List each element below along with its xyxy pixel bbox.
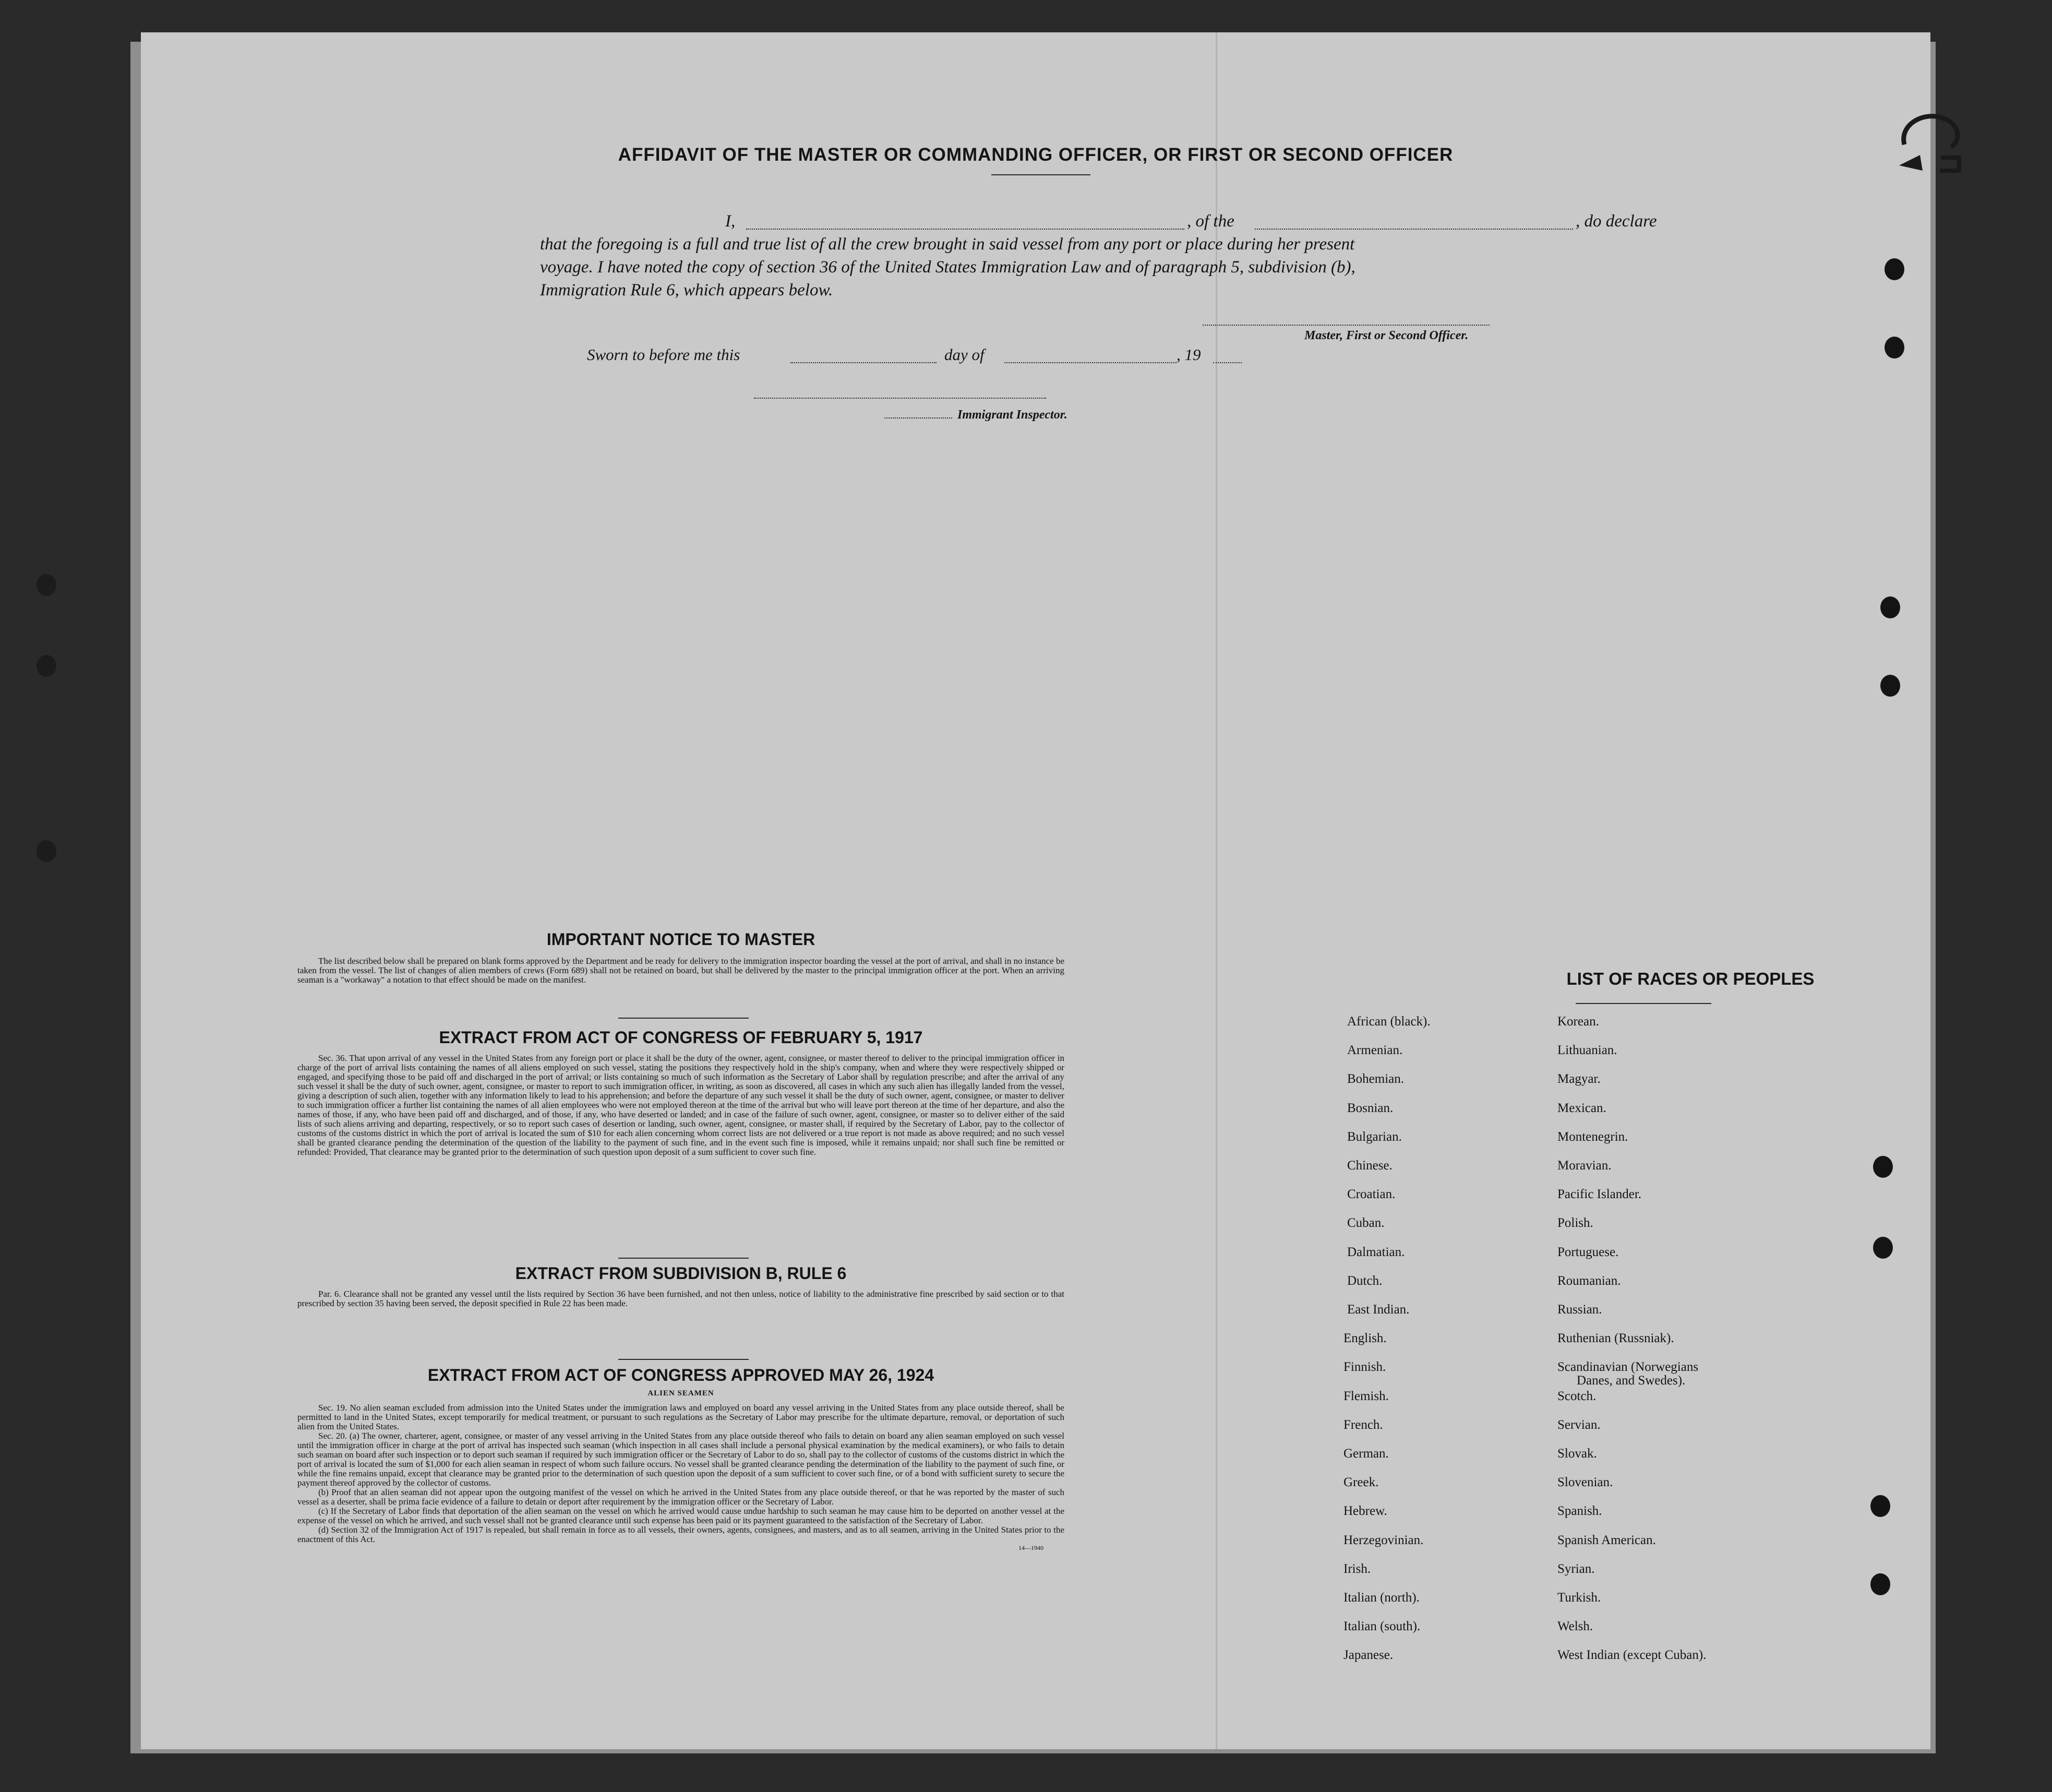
race-item: Herzegovinian. xyxy=(1343,1533,1424,1547)
race-item: Hebrew. xyxy=(1343,1504,1387,1519)
sec-20c: (c) If the Secretary of Labor finds that deportation of the alien seaman on the vessel on which he arrived would cause undue hardship to such seaman he may cause him to be deported on another vessel at the expense of the vessel on which he arrived, and such vessel shall not be granted clearance until such expense has been paid or its payment guaranteed to the satisfaction of the Secretary of Labor. xyxy=(297,1506,1064,1525)
race-item: Montenegrin. xyxy=(1557,1129,1628,1144)
affidavit-title: AFFIDAVIT OF THE MASTER OR COMMANDING OFFICER, OR FIRST OR SECOND OFFICER xyxy=(618,145,1454,165)
race-item: West Indian (except Cuban). xyxy=(1557,1648,1707,1663)
sec-20d: (d) Section 32 of the Immigration Act of 1917 is repealed, but shall remain in force as to all vessels, their owners, agents, consignees, and masters, and as to all seamen, arriving in the United States prior to the enactment of this Act. xyxy=(297,1525,1064,1544)
declaration-line: that the foregoing is a full and true list of all the crew brought in said vessel from any port or place during her present xyxy=(540,235,1355,254)
race-item: Bulgarian. xyxy=(1347,1129,1402,1144)
race-item: East Indian. xyxy=(1347,1303,1410,1317)
extract-1917-title: EXTRACT FROM ACT OF CONGRESS OF FEBRUARY 5, 1917 xyxy=(439,1028,923,1047)
race-item: Japanese. xyxy=(1343,1648,1394,1663)
section-divider xyxy=(618,1359,749,1360)
race-item: Mexican. xyxy=(1557,1101,1606,1115)
extract-rule-6-body: Par. 6. Clearance shall not be granted any vessel until the lists required by Section 36 have been furnished, and not then unless, notice of liability to the administrative fine prescribed by said section or to that prescribed by section 35 having been served, the deposit specified in Rule 22 has been made. xyxy=(297,1289,1064,1308)
alien-seamen-heading: ALIEN SEAMEN xyxy=(647,1389,714,1397)
master-signature-line xyxy=(1203,324,1490,326)
race-item: Irish. xyxy=(1343,1561,1371,1576)
race-item: English. xyxy=(1343,1331,1387,1346)
year-label: , 19 xyxy=(1177,345,1201,364)
sec-20b: (b) Proof that an alien seaman did not appear upon the outgoing manifest of the vessel on which he arrived in the United States from any place outside thereof, or that he was reported by the master of such vessel as a deserter, shall be prima facie evidence of a failure to detain or deport after requirement by the immigration officer or the Secretary of Labor. xyxy=(297,1487,1064,1507)
archive-stamp xyxy=(1894,108,1967,176)
punch-hole xyxy=(1880,596,1900,618)
extract-1917 xyxy=(297,1028,1064,1157)
extract-rule-6-title: EXTRACT FROM SUBDIVISION B, RULE 6 xyxy=(515,1264,847,1283)
race-item: Magyar. xyxy=(1557,1072,1601,1086)
race-item: Finnish. xyxy=(1343,1360,1386,1375)
punch-hole xyxy=(1870,1573,1890,1595)
race-item: Flemish. xyxy=(1343,1389,1389,1403)
day-field[interactable] xyxy=(790,351,937,363)
race-item: Polish. xyxy=(1557,1216,1593,1230)
punch-hole xyxy=(1880,675,1900,697)
race-item: Slovak. xyxy=(1557,1447,1597,1461)
race-item: Ruthenian (Russniak). xyxy=(1557,1331,1674,1346)
race-item: Moravian. xyxy=(1557,1158,1612,1173)
race-item: Korean. xyxy=(1557,1014,1599,1029)
inspector-signature-line-short xyxy=(884,416,952,419)
race-item: Spanish. xyxy=(1557,1504,1602,1519)
do-declare-label: , do declare xyxy=(1576,212,1657,231)
day-of-label: day of xyxy=(944,345,985,364)
inspector-signature-label: Immigrant Inspector. xyxy=(957,408,1067,422)
race-item: Dalmatian. xyxy=(1347,1245,1405,1259)
race-item: Pacific Islander. xyxy=(1557,1187,1642,1202)
affidavit-declaration xyxy=(540,210,1688,302)
punch-hole xyxy=(1873,1237,1893,1259)
inspector-signature-line xyxy=(754,397,1046,399)
punch-hole xyxy=(37,574,56,596)
name-field[interactable] xyxy=(746,217,1184,230)
important-notice xyxy=(297,930,1064,985)
races-divider xyxy=(1576,1003,1711,1004)
race-item: Italian (south). xyxy=(1343,1619,1421,1634)
punch-hole xyxy=(1885,337,1904,359)
year-field[interactable] xyxy=(1213,351,1242,363)
race-item: Slovenian. xyxy=(1557,1475,1613,1490)
punch-hole xyxy=(1885,258,1904,280)
race-item: Armenian. xyxy=(1347,1043,1403,1058)
punch-hole xyxy=(37,655,56,677)
month-field[interactable] xyxy=(1004,351,1177,363)
race-item: Scandinavian (Norwegians xyxy=(1557,1360,1699,1375)
sec-19: Sec. 19. No alien seaman excluded from admission into the United States under the immigration laws and employed on board any vessel arriving in the United States from any place outside thereof, shall be permitted to land in the United States, except temporarily for medical treatment, or pursuant to such regulations as the Secretary of Labor may prescribe for the ultimate departure, removal, or deportation of such alien from the United States. xyxy=(297,1403,1064,1431)
section-divider xyxy=(618,1258,749,1259)
race-item: Croatian. xyxy=(1347,1187,1396,1202)
sworn-line xyxy=(587,345,1370,366)
sworn-label: Sworn to before me this xyxy=(587,345,740,364)
declare-start: I, xyxy=(725,212,736,231)
of-the-label: , of the xyxy=(1187,212,1234,231)
declaration-line: Immigration Rule 6, which appears below. xyxy=(540,281,833,300)
punch-hole xyxy=(37,840,56,862)
race-item: Spanish American. xyxy=(1557,1533,1656,1547)
race-item: Scotch. xyxy=(1557,1389,1597,1403)
notice-body: The list described below shall be prepared on blank forms approved by the Department and be ready for delivery to the immigration inspector boarding the vessel at the port of arrival, and shall in no instance be taken from the vessel. The list of changes of alien members of crews (Form 689) shall not be retained on board, but shall be delivered by the master to the principal immigration officer at the port. When an arriving seaman is a "workaway" a notation to that effect should be made on the manifest. xyxy=(297,956,1064,985)
section-divider xyxy=(618,1018,749,1019)
race-item: Danes, and Swedes). xyxy=(1577,1373,1686,1388)
race-item: Bohemian. xyxy=(1347,1072,1405,1086)
race-item: French. xyxy=(1343,1417,1383,1432)
document-page xyxy=(141,32,1930,1749)
notice-title: IMPORTANT NOTICE TO MASTER xyxy=(546,930,815,949)
race-item: African (black). xyxy=(1347,1014,1431,1029)
sec-20a: Sec. 20. (a) The owner, charterer, agent, consignee, or master of any vessel arriving in the United States from any place outside thereof who fails to detain on board any alien seaman employed on such vessel until the immigration officer in charge at the port of arrival has inspected such seaman (which inspection in all cases shall include a personal physical examination by the medical examiners), or who fails to detain such seaman on board after such inspection or to deport such seaman if required by such immigration officer or the Secretary of Labor to do so, shall pay to the collector of customs of the customs district in which the port of arrival is located the sum of $1,000 for each alien seaman in respect of whom such failure occurs. No vessel shall be granted clearance pending the determination of the liability to the payment of such fine, or while the fine remains unpaid, except that clearance may be granted prior to the determination of such question upon the deposit of a sum sufficient to cover such fine, or of a bond with sufficient surety to secure the payment thereof approved by the collector of customs. xyxy=(297,1431,1064,1488)
race-item: Lithuanian. xyxy=(1557,1043,1617,1058)
master-signature-label: Master, First or Second Officer. xyxy=(1304,329,1469,342)
declaration-line: voyage. I have noted the copy of section 36 of the United States Immigration Law and of paragraph 5, subdivision (b), xyxy=(540,258,1355,277)
race-item: Cuban. xyxy=(1347,1216,1385,1230)
title-divider xyxy=(991,174,1090,175)
race-item: Greek. xyxy=(1343,1475,1379,1490)
form-number: 14—1940 xyxy=(1018,1544,1043,1551)
extract-1917-body: Sec. 36. That upon arrival of any vessel in the United States from any foreign port or place it shall be the duty of the owner, agent, consignee, or master thereof to deliver to the principal immigration officer in charge of the port of arrival lists containing the names of all aliens employed on such vessel, stating the positions they respectively hold in the ship's company, when and where they were respectively shipped or engaged, and specifying those to be paid off and discharged in the port of arrival; or lists containing so much of such information as the Secretary of Labor shall by regulation prescribe; and after the arrival of any such vessel it shall be the duty of such owner, agent, consignee, or master to report to such immigration officer, in writing, as soon as discovered, all cases in which any such alien has illegally landed from the vessel, giving a description of such alien, together with any information likely to lead to his apprehension; and before the departure of any such vessel it shall be the duty of such owner, agent, consignee, or master to deliver to such immigration officer a further list containing the names of all alien employees who were not employed thereon at the time of the arrival but who will leave port thereon at the time of her departure, and also the names of those, if any, who have been paid off and discharged, and of those, if any, who have deserted or landed; and in case of the failure of such owner, agent, consignee, or master so to deliver either of the said lists of such aliens arriving and departing, respectively, or so to report such cases of desertion or landing, such owner, agent, consignee, or master shall, if required by the Secretary of Labor, pay to the collector of customs of the customs district in which the port of arrival is located the sum of $10 for each alien concerning whom correct lists are not delivered or a true report is not made as above required; and no such vessel shall be granted clearance pending the determination of the question of the liability to the payment of such fine, and in the event such fine is imposed, while it remains unpaid; nor shall such fine be remitted or refunded: Provided, That clearance may be granted prior to the determination of such question upon deposit of a sum sufficient to cover such fine. xyxy=(297,1053,1064,1157)
extract-1924 xyxy=(297,1366,1064,1552)
race-item: Portuguese. xyxy=(1557,1245,1619,1259)
race-item: Servian. xyxy=(1557,1417,1601,1432)
race-item: Roumanian. xyxy=(1557,1273,1621,1288)
races-title: LIST OF RACES OR PEOPLES xyxy=(1566,969,1815,988)
race-item: German. xyxy=(1343,1447,1389,1461)
race-item: Dutch. xyxy=(1347,1273,1383,1288)
punch-hole xyxy=(1870,1495,1890,1517)
race-item: Syrian. xyxy=(1557,1561,1595,1576)
vessel-field[interactable] xyxy=(1255,217,1573,230)
punch-hole xyxy=(1873,1156,1893,1178)
race-item: Welsh. xyxy=(1557,1619,1593,1634)
race-item: Turkish. xyxy=(1557,1591,1601,1605)
race-item: Bosnian. xyxy=(1347,1101,1394,1115)
race-item: Italian (north). xyxy=(1343,1591,1420,1605)
extract-1924-title: EXTRACT FROM ACT OF CONGRESS APPROVED MAY 26, 1924 xyxy=(427,1366,934,1384)
extract-rule-6 xyxy=(297,1264,1064,1308)
race-item: Chinese. xyxy=(1347,1158,1393,1173)
race-item: Russian. xyxy=(1557,1303,1602,1317)
